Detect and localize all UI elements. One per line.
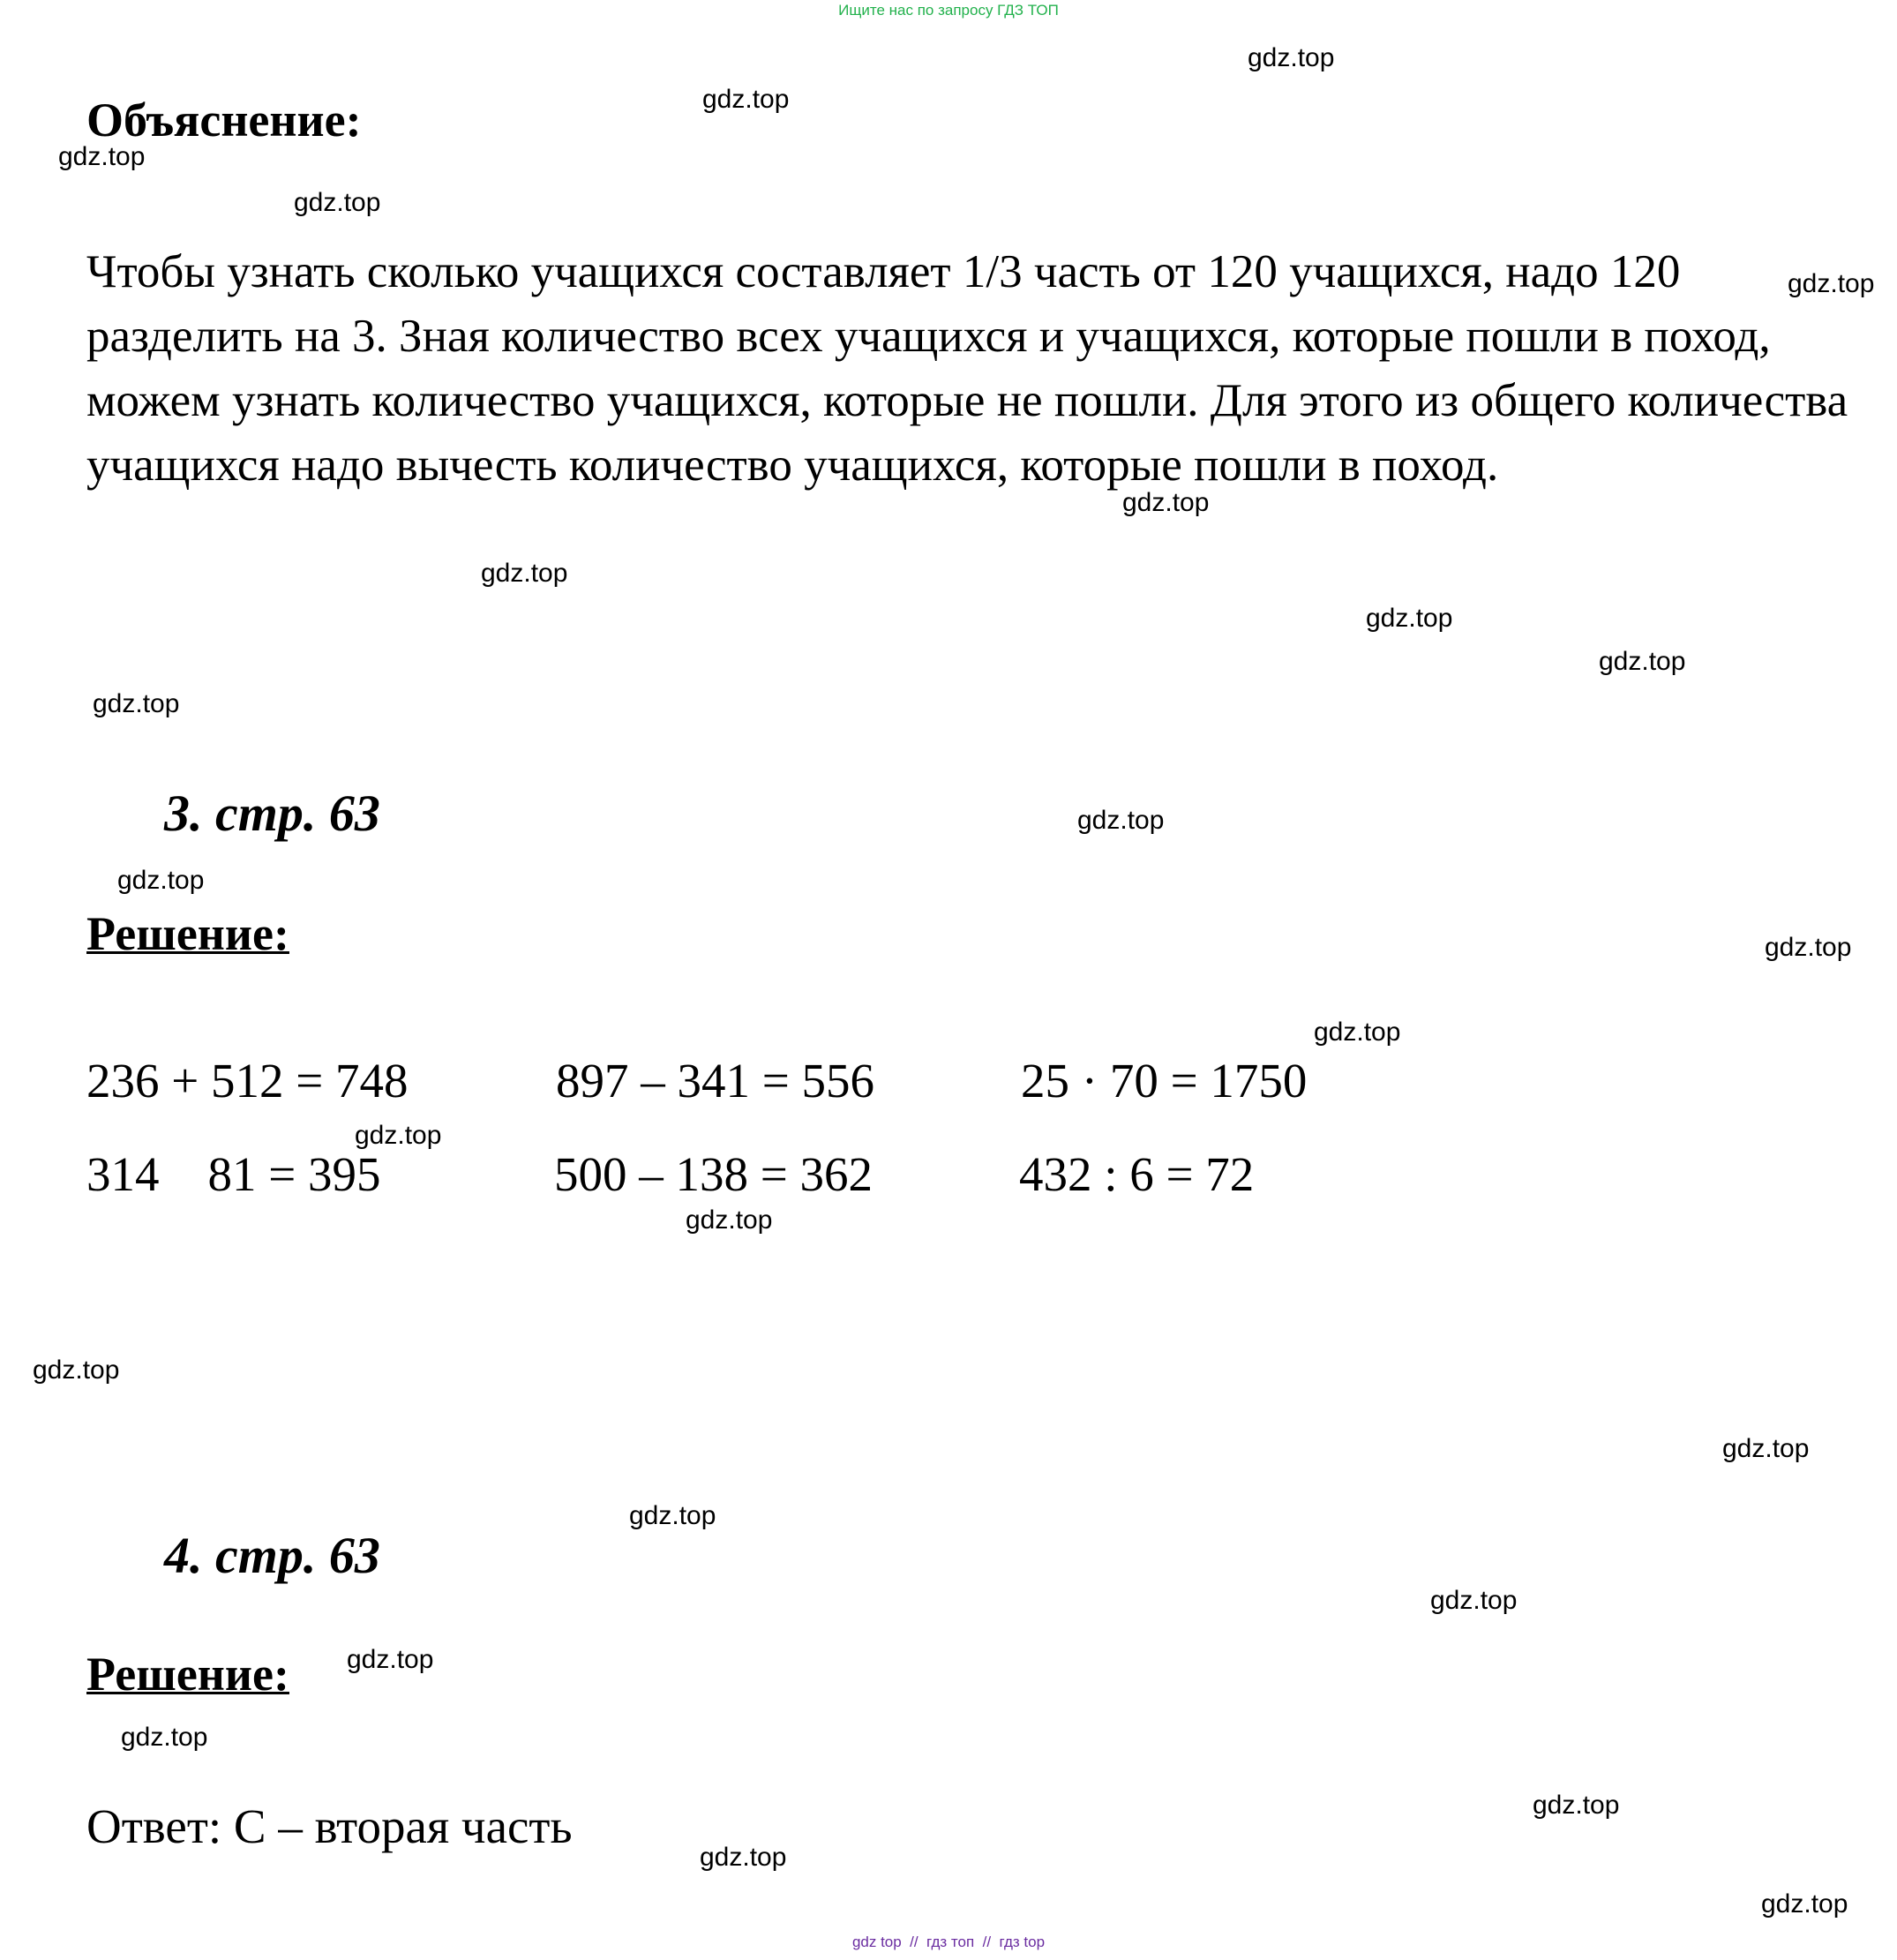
task-4-solution-heading: Решение: [86, 1648, 289, 1701]
watermark: gdz.top [1314, 1018, 1401, 1047]
watermark: gdz.top [1722, 1434, 1810, 1463]
watermark: gdz.top [702, 85, 790, 114]
watermark: gdz.top [1765, 933, 1852, 962]
top-banner: Ищите нас по запросу ГДЗ ТОП [838, 2, 1059, 19]
watermark: gdz.top [1761, 1889, 1848, 1919]
watermark: gdz.top [1599, 647, 1686, 676]
watermark: gdz.top [347, 1645, 434, 1674]
watermark: gdz.top [1366, 604, 1453, 633]
watermark: gdz.top [1788, 269, 1875, 298]
equation-r1c1: 236 + 512 = 748 [86, 1054, 409, 1108]
task-4-answer: Ответ: С – вторая часть [86, 1799, 573, 1853]
equation-r1c2: 897 – 341 = 556 [556, 1054, 875, 1108]
watermark: gdz.top [700, 1843, 787, 1872]
watermark: gdz.top [1430, 1586, 1518, 1615]
watermark: gdz.top [117, 866, 205, 895]
watermark: gdz.top [93, 689, 180, 718]
watermark: gdz.top [121, 1723, 208, 1752]
task-3-title: 3. стр. 63 [164, 785, 380, 842]
watermark: gdz.top [686, 1205, 773, 1235]
watermark: gdz.top [33, 1355, 120, 1385]
equation-r2c2: 500 – 138 = 362 [554, 1147, 874, 1201]
equation-r2c3: 432 : 6 = 72 [1019, 1147, 1255, 1201]
task-3-solution-heading: Решение: [86, 907, 289, 960]
watermark: gdz.top [294, 188, 381, 217]
equation-r2c1: 314 81 = 395 [86, 1147, 381, 1201]
task-4-title: 4. стр. 63 [164, 1527, 380, 1584]
explanation-text: Чтобы узнать сколько учащихся составляет 1/3 часть от 120 учащихся, надо 120 разделить на 3. Зная количество всех учащихся и учащихся, которые пошли в поход, можем узнать количество учащихся, которые не пошли. Для этого из общего количества учащихся надо вычесть количество учащихся, которые пошли в поход. [86, 246, 1848, 491]
watermark: gdz.top [1122, 488, 1210, 517]
explanation-heading: Объяснение: [86, 94, 362, 146]
watermark: gdz.top [1077, 806, 1165, 835]
watermark: gdz.top [58, 142, 146, 171]
watermark: gdz.top [481, 559, 568, 588]
watermark: gdz.top [629, 1501, 716, 1530]
watermark: gdz.top [1248, 43, 1335, 72]
bottom-banner: gdz top // гдз топ // гдз top [851, 1934, 1046, 1950]
equation-r1c3: 25 · 70 = 1750 [1021, 1054, 1308, 1108]
watermark: gdz.top [355, 1121, 442, 1150]
watermark: gdz.top [1533, 1791, 1620, 1820]
